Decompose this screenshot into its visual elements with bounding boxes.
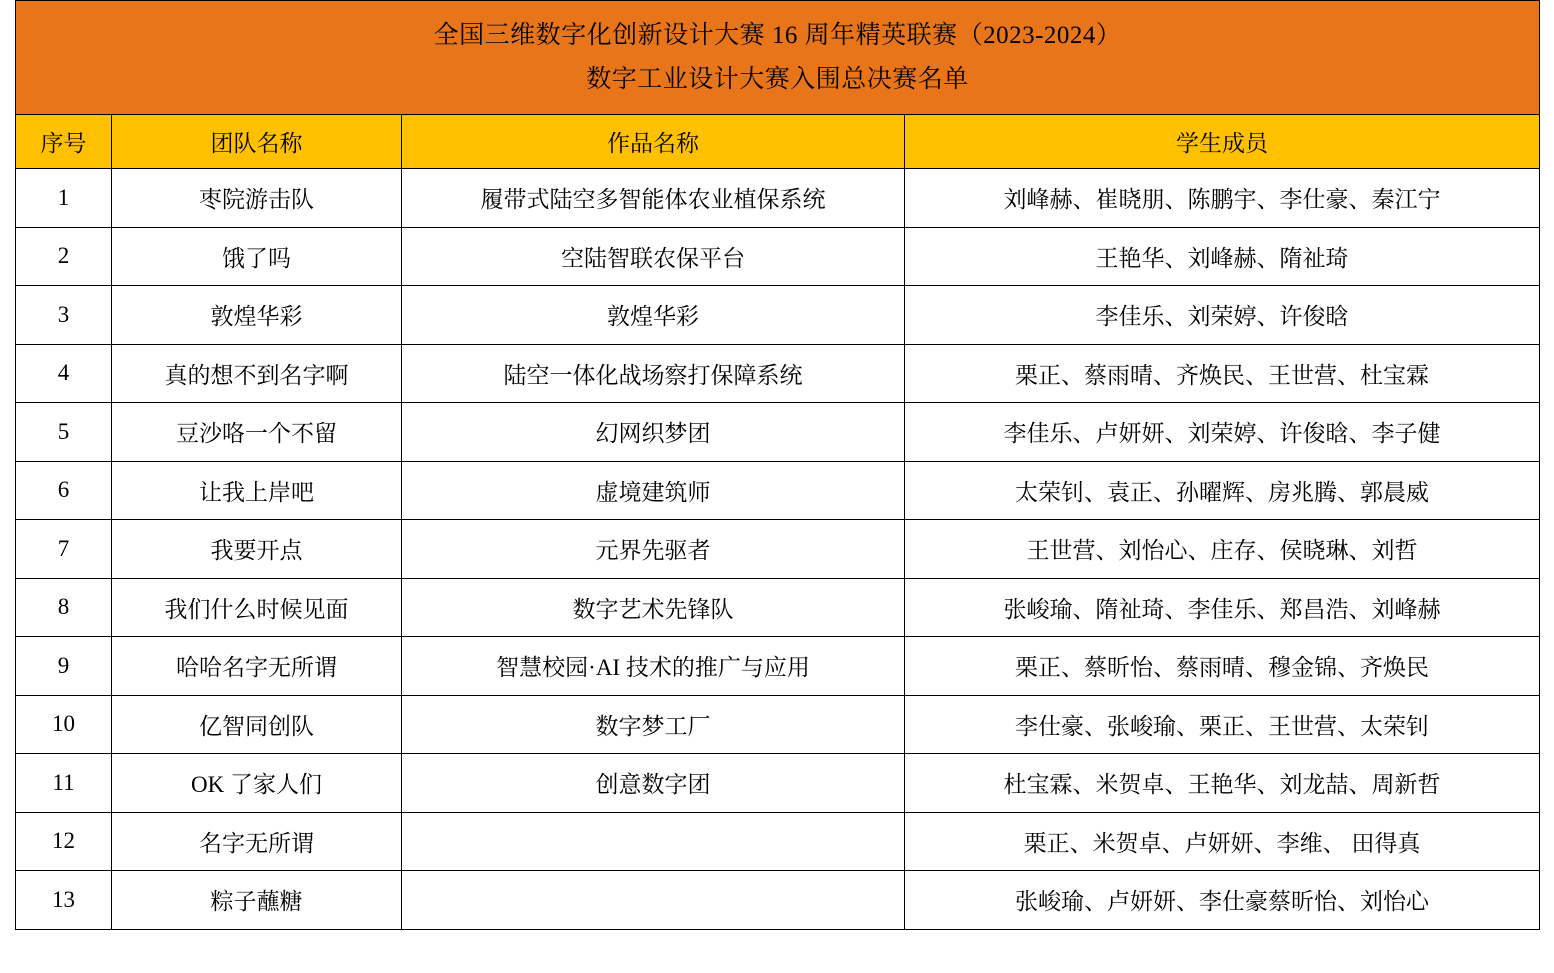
cell-work: 创意数字团 [402, 754, 905, 813]
cell-work: 智慧校园·AI 技术的推广与应用 [402, 637, 905, 696]
table-row [16, 520, 1540, 579]
cell-members: 刘峰赫、崔晓朋、陈鹏宇、李仕豪、秦江宁 [905, 169, 1540, 228]
cell-work [402, 871, 905, 930]
table-row [16, 403, 1540, 462]
cell-team: 亿智同创队 [112, 695, 402, 754]
cell-members: 李仕豪、张峻瑜、栗正、王世营、太荣钊 [905, 695, 1540, 754]
table-row [16, 812, 1540, 871]
cell-no: 5 [16, 403, 112, 462]
cell-no: 12 [16, 812, 112, 871]
cell-work: 数字梦工厂 [402, 695, 905, 754]
cell-members: 栗正、蔡昕怡、蔡雨晴、穆金锦、齐焕民 [905, 637, 1540, 696]
cell-work: 陆空一体化战场察打保障系统 [402, 344, 905, 403]
cell-team: 真的想不到名字啊 [112, 344, 402, 403]
cell-members: 太荣钊、袁正、孙曜辉、房兆腾、郭晨威 [905, 461, 1540, 520]
cell-no: 8 [16, 578, 112, 637]
table-header-row [16, 115, 1540, 169]
column-header-team: 团队名称 [112, 115, 402, 169]
cell-team: 枣院游击队 [112, 169, 402, 228]
column-header-no: 序号 [16, 115, 112, 169]
cell-team: 让我上岸吧 [112, 461, 402, 520]
finalist-list-table [15, 0, 1540, 930]
cell-no: 6 [16, 461, 112, 520]
column-header-members: 学生成员 [905, 115, 1540, 169]
cell-team: OK 了家人们 [112, 754, 402, 813]
cell-work [402, 812, 905, 871]
cell-members: 栗正、蔡雨晴、齐焕民、王世营、杜宝霖 [905, 344, 1540, 403]
cell-members: 张峻瑜、隋祉琦、李佳乐、郑昌浩、刘峰赫 [905, 578, 1540, 637]
cell-members: 李佳乐、卢妍妍、刘荣婷、许俊晗、李子健 [905, 403, 1540, 462]
cell-members: 栗正、米贺卓、卢妍妍、李维、 田得真 [905, 812, 1540, 871]
title-row [16, 1, 1540, 115]
cell-team: 豆沙咯一个不留 [112, 403, 402, 462]
cell-work: 敦煌华彩 [402, 286, 905, 345]
cell-work: 虚境建筑师 [402, 461, 905, 520]
cell-work: 元界先驱者 [402, 520, 905, 579]
table-row [16, 169, 1540, 228]
table-row [16, 286, 1540, 345]
cell-no: 13 [16, 871, 112, 930]
table-row [16, 227, 1540, 286]
cell-team: 敦煌华彩 [112, 286, 402, 345]
cell-team: 名字无所谓 [112, 812, 402, 871]
cell-team: 我们什么时候见面 [112, 578, 402, 637]
cell-no: 3 [16, 286, 112, 345]
cell-members: 杜宝霖、米贺卓、王艳华、刘龙喆、周新哲 [905, 754, 1540, 813]
table-row [16, 695, 1540, 754]
cell-no: 7 [16, 520, 112, 579]
cell-work: 幻网织梦团 [402, 403, 905, 462]
cell-work: 数字艺术先锋队 [402, 578, 905, 637]
cell-no: 2 [16, 227, 112, 286]
table-row [16, 578, 1540, 637]
cell-no: 10 [16, 695, 112, 754]
document-title [16, 1, 1540, 115]
cell-no: 11 [16, 754, 112, 813]
cell-members: 王世营、刘怡心、庄存、侯晓琳、刘哲 [905, 520, 1540, 579]
cell-no: 1 [16, 169, 112, 228]
cell-no: 4 [16, 344, 112, 403]
cell-work: 空陆智联农保平台 [402, 227, 905, 286]
cell-members: 王艳华、刘峰赫、隋祉琦 [905, 227, 1540, 286]
title-line-2: 数字工业设计大赛入围总决赛名单 [586, 65, 969, 93]
cell-no: 9 [16, 637, 112, 696]
cell-team: 粽子蘸糖 [112, 871, 402, 930]
cell-team: 我要开点 [112, 520, 402, 579]
cell-members: 李佳乐、刘荣婷、许俊晗 [905, 286, 1540, 345]
table-row [16, 344, 1540, 403]
table-row [16, 754, 1540, 813]
cell-team: 饿了吗 [112, 227, 402, 286]
table-row [16, 871, 1540, 930]
title-line-1: 全国三维数字化创新设计大赛 16 周年精英联赛（2023-2024） [433, 21, 1122, 49]
cell-members: 张峻瑜、卢妍妍、李仕豪蔡昕怡、刘怡心 [905, 871, 1540, 930]
cell-team: 哈哈名字无所谓 [112, 637, 402, 696]
cell-work: 履带式陆空多智能体农业植保系统 [402, 169, 905, 228]
column-header-work: 作品名称 [402, 115, 905, 169]
table-row [16, 637, 1540, 696]
table-row [16, 461, 1540, 520]
